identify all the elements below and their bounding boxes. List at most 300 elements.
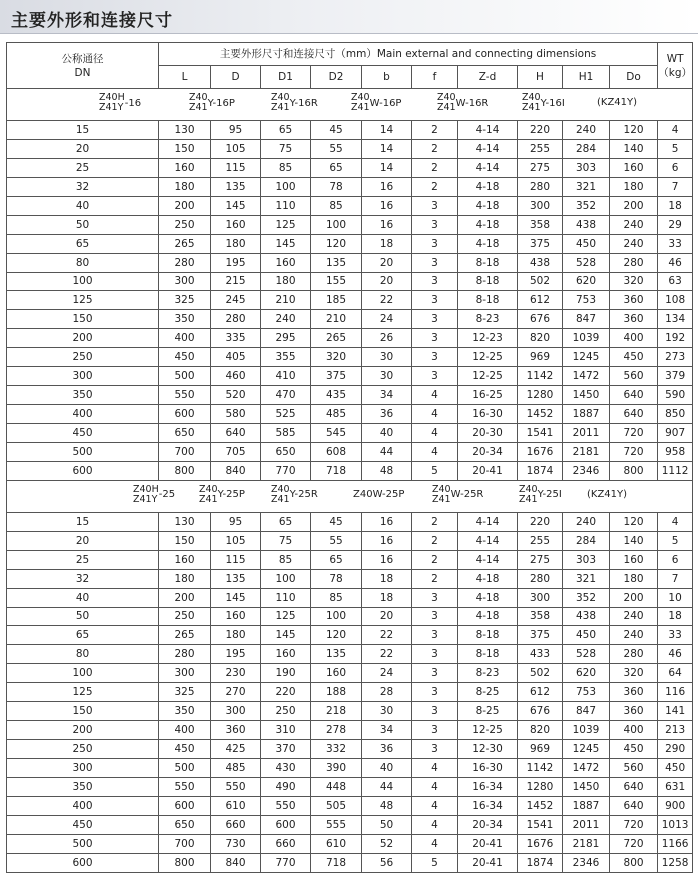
dimension-cell: 180 [610, 177, 658, 196]
dimension-cell: 560 [610, 367, 658, 386]
model-label [133, 485, 175, 505]
dimension-cell: 321 [563, 177, 610, 196]
dimension-cell: 120 [311, 626, 362, 645]
dimension-cell: 255 [518, 531, 563, 550]
dimension-cell: 303 [563, 158, 610, 177]
table-row [7, 405, 693, 424]
weight-cell: 4 [658, 121, 693, 140]
model-top: Z40 [271, 483, 290, 495]
dn-cell: 125 [7, 291, 159, 310]
model-stack [522, 93, 541, 113]
dimension-cell: 52 [362, 834, 412, 853]
dimension-cell: 16-34 [458, 796, 518, 815]
model-bottom: Z41 [271, 493, 290, 505]
dimension-cell: 160 [159, 158, 211, 177]
dimension-cell: 612 [518, 683, 563, 702]
dimension-cell: 280 [610, 253, 658, 272]
dimension-cell: 5 [412, 853, 458, 872]
dimension-cell: 375 [311, 367, 362, 386]
model-stack [99, 93, 125, 113]
model-bottom: Z41 [432, 493, 451, 505]
model-bottom: Z41Y [99, 102, 124, 113]
dimension-cell: 400 [610, 721, 658, 740]
dimension-cell: 360 [610, 291, 658, 310]
dn-cell: 20 [7, 531, 159, 550]
model-suffix: W-16P [369, 97, 402, 109]
dn-cell: 80 [7, 645, 159, 664]
dimension-cell: 160 [159, 550, 211, 569]
dimension-cell: 95 [211, 121, 261, 140]
table-row [7, 834, 693, 853]
dimension-cell: 1039 [563, 329, 610, 348]
dimension-cell: 160 [610, 550, 658, 569]
dimension-cell: 358 [518, 215, 563, 234]
dimension-cell: 280 [159, 645, 211, 664]
table-row [7, 234, 693, 253]
model-top: Z40 [437, 92, 456, 103]
dimension-cell: 36 [362, 740, 412, 759]
table-row [7, 461, 693, 480]
dimension-cell: 1039 [563, 721, 610, 740]
dimension-cell: 705 [211, 442, 261, 461]
dimension-cell: 620 [563, 272, 610, 291]
dimension-cell: 8-18 [458, 626, 518, 645]
dn-cell: 32 [7, 177, 159, 196]
dimension-cell: 280 [518, 569, 563, 588]
dimension-cell: 215 [211, 272, 261, 291]
dimension-cell: 200 [610, 588, 658, 607]
weight-cell: 900 [658, 796, 693, 815]
wt-label: WT [666, 52, 684, 65]
dimension-cell: 332 [311, 740, 362, 759]
dimension-cell: 210 [261, 291, 311, 310]
dimension-cell: 310 [261, 721, 311, 740]
title-underline [0, 33, 698, 34]
dimension-cell: 700 [159, 834, 211, 853]
table-row [7, 815, 693, 834]
dimension-cell: 502 [518, 272, 563, 291]
dimension-cell: 550 [159, 386, 211, 405]
dimension-cell: 85 [261, 550, 311, 569]
dimension-cell: 180 [159, 569, 211, 588]
model-stack [189, 93, 208, 113]
dimension-cell: 26 [362, 329, 412, 348]
table-row [7, 702, 693, 721]
dn-cell: 65 [7, 234, 159, 253]
dimension-cell: 352 [563, 588, 610, 607]
model-suffix: W-25R [450, 489, 484, 501]
dimension-cell: 525 [261, 405, 311, 424]
model-stack [351, 93, 370, 113]
dimension-cell: 4-18 [458, 569, 518, 588]
dimension-cell: 4 [412, 777, 458, 796]
dimension-cell: 435 [311, 386, 362, 405]
wt-unit: （kg） [658, 66, 692, 79]
weight-cell: 213 [658, 721, 693, 740]
dn-cell: 40 [7, 196, 159, 215]
dimension-cell: 640 [610, 796, 658, 815]
dimension-cell: 155 [311, 272, 362, 291]
dimension-cell: 1452 [518, 405, 563, 424]
dimension-cell: 105 [211, 531, 261, 550]
dimension-cell: 300 [518, 588, 563, 607]
weight-cell: 450 [658, 759, 693, 778]
dimension-cell: 3 [412, 234, 458, 253]
dimension-cell: 375 [518, 234, 563, 253]
model-stack [519, 485, 538, 505]
dimension-cell: 85 [311, 588, 362, 607]
dimension-cell: 100 [261, 177, 311, 196]
dimension-cell: 360 [211, 721, 261, 740]
model-label [271, 93, 318, 113]
wt-header-cell [658, 43, 693, 89]
model-suffix: Y-25I [537, 489, 562, 501]
weight-cell: 33 [658, 234, 693, 253]
dimension-cell: 8-18 [458, 645, 518, 664]
dimension-cell: 700 [159, 442, 211, 461]
dimension-cell: 450 [159, 348, 211, 367]
dimension-cell: 3 [412, 588, 458, 607]
table-row [7, 310, 693, 329]
model-bottom: Z41 [519, 493, 538, 505]
dimension-cell: 1541 [518, 424, 563, 443]
dn-cell: 400 [7, 405, 159, 424]
weight-cell: 1258 [658, 853, 693, 872]
dimension-cell: 358 [518, 607, 563, 626]
dimension-cell: 20-34 [458, 815, 518, 834]
dimension-cell: 3 [412, 702, 458, 721]
dimension-cell: 800 [610, 853, 658, 872]
model-top: Z40 [189, 92, 208, 103]
dimension-cell: 4 [412, 796, 458, 815]
dimension-cell: 36 [362, 405, 412, 424]
table-row [7, 424, 693, 443]
dimension-cell: 3 [412, 367, 458, 386]
dimension-cell: 65 [311, 158, 362, 177]
dimension-cell: 800 [610, 461, 658, 480]
table-row [7, 777, 693, 796]
dimension-cell: 320 [610, 272, 658, 291]
dimension-cell: 3 [412, 664, 458, 683]
dn-cell: 15 [7, 121, 159, 140]
dimension-cell: 405 [211, 348, 261, 367]
table-row [7, 215, 693, 234]
dimension-cell: 847 [563, 310, 610, 329]
dimension-cell: 56 [362, 853, 412, 872]
dimension-cell: 55 [311, 139, 362, 158]
dn-cell: 500 [7, 834, 159, 853]
dimensions-table [6, 42, 693, 873]
weight-cell: 4 [658, 512, 693, 531]
dn-cell: 50 [7, 215, 159, 234]
weight-cell: 907 [658, 424, 693, 443]
dimension-cell: 500 [159, 367, 211, 386]
table-row [7, 442, 693, 461]
dimension-cell: 30 [362, 367, 412, 386]
weight-cell: 379 [658, 367, 693, 386]
dimension-cell: 135 [211, 569, 261, 588]
dimension-cell: 2 [412, 569, 458, 588]
dn-cell: 250 [7, 740, 159, 759]
model-suffix: Y-16I [540, 97, 565, 109]
model-label [437, 93, 488, 113]
table-row [7, 607, 693, 626]
dimension-cell: 3 [412, 272, 458, 291]
dimension-cell: 560 [610, 759, 658, 778]
table-row [7, 367, 693, 386]
page-title: 主要外形和连接尺寸 [11, 11, 173, 31]
dimension-cell: 485 [211, 759, 261, 778]
dimension-cell: 12-25 [458, 721, 518, 740]
table-row [7, 139, 693, 158]
dimension-cell: 500 [159, 759, 211, 778]
model-row-cell [7, 480, 693, 512]
table-row [7, 740, 693, 759]
dimension-cell: 321 [563, 569, 610, 588]
dimension-cell: 3 [412, 215, 458, 234]
dimension-cell: 100 [261, 569, 311, 588]
dimension-cell: 120 [610, 121, 658, 140]
dimension-cell: 8-25 [458, 702, 518, 721]
model-row [7, 480, 693, 512]
dimension-cell: 278 [311, 721, 362, 740]
dimension-cell: 610 [311, 834, 362, 853]
dimension-cell: 8-18 [458, 253, 518, 272]
dimension-cell: 4 [412, 442, 458, 461]
dimension-cell: 24 [362, 310, 412, 329]
dimension-cell: 160 [211, 607, 261, 626]
dimension-cell: 3 [412, 683, 458, 702]
weight-cell: 1112 [658, 461, 693, 480]
model-label [587, 489, 627, 500]
dimension-cell: 1472 [563, 367, 610, 386]
dimension-cell: 20-41 [458, 853, 518, 872]
dimension-cell: 12-25 [458, 348, 518, 367]
dimension-cell: 718 [311, 461, 362, 480]
dimension-cell: 610 [211, 796, 261, 815]
dn-cell: 150 [7, 310, 159, 329]
dimension-cell: 295 [261, 329, 311, 348]
dimension-cell: 300 [159, 272, 211, 291]
dimension-cell: 335 [211, 329, 261, 348]
dimension-cell: 303 [563, 550, 610, 569]
dimension-cell: 1472 [563, 759, 610, 778]
model-suffix: Y-16R [289, 97, 318, 109]
table-row [7, 721, 693, 740]
table-row [7, 645, 693, 664]
dimension-cell: 160 [610, 158, 658, 177]
dn-cell: 250 [7, 348, 159, 367]
dimension-cell: 120 [311, 234, 362, 253]
model-stack [271, 485, 290, 505]
weight-cell: 6 [658, 158, 693, 177]
model-suffix: Y-25P [217, 489, 245, 501]
dn-cell: 15 [7, 512, 159, 531]
dimension-cell: 20-30 [458, 424, 518, 443]
dn-cell: 80 [7, 253, 159, 272]
table-row [7, 348, 693, 367]
model-top: Z40 [519, 483, 538, 495]
dimension-cell: 220 [518, 121, 563, 140]
table-row [7, 272, 693, 291]
dn-cell: 20 [7, 139, 159, 158]
dimension-cell: 3 [412, 721, 458, 740]
dimension-cell: 3 [412, 607, 458, 626]
dimension-cell: 30 [362, 702, 412, 721]
dimension-cell: 2 [412, 139, 458, 158]
dimension-cell: 140 [610, 531, 658, 550]
table-row [7, 196, 693, 215]
model-bottom: Z41 [271, 102, 290, 113]
dimension-cell: 250 [261, 702, 311, 721]
dimension-cell: 12-25 [458, 367, 518, 386]
weight-cell: 273 [658, 348, 693, 367]
dimension-cell: 2346 [563, 461, 610, 480]
dimension-cell: 650 [261, 442, 311, 461]
dimension-cell: 240 [610, 607, 658, 626]
dimension-cell: 650 [159, 815, 211, 834]
dimension-cell: 160 [261, 645, 311, 664]
table-row [7, 177, 693, 196]
dimension-cell: 969 [518, 348, 563, 367]
dimension-cell: 450 [610, 740, 658, 759]
dimension-cell: 650 [159, 424, 211, 443]
dimension-cell: 75 [261, 531, 311, 550]
dimension-cell: 100 [311, 215, 362, 234]
dimension-cell: 65 [311, 550, 362, 569]
dimension-cell: 400 [159, 329, 211, 348]
dimension-cell: 115 [211, 550, 261, 569]
dimension-cell: 2 [412, 121, 458, 140]
dimension-cell: 730 [211, 834, 261, 853]
dimension-cell: 320 [311, 348, 362, 367]
column-header: D [211, 66, 261, 89]
dn-cell: 125 [7, 683, 159, 702]
dimension-cell: 12-30 [458, 740, 518, 759]
weight-cell: 1166 [658, 834, 693, 853]
dimension-cell: 320 [610, 664, 658, 683]
dimension-cell: 350 [159, 310, 211, 329]
model-suffix: -25 [158, 489, 176, 501]
dimension-cell: 16-25 [458, 386, 518, 405]
dimension-cell: 284 [563, 531, 610, 550]
model-bottom: Z41Y [133, 493, 158, 505]
dimension-cell: 195 [211, 253, 261, 272]
dn-cell: 450 [7, 815, 159, 834]
dimension-cell: 180 [261, 272, 311, 291]
weight-cell: 958 [658, 442, 693, 461]
dimension-cell: 145 [211, 196, 261, 215]
dimension-cell: 3 [412, 329, 458, 348]
dimension-cell: 65 [261, 121, 311, 140]
dimension-cell: 390 [311, 759, 362, 778]
dimension-cell: 300 [211, 702, 261, 721]
dimension-cell: 4 [412, 405, 458, 424]
dimension-cell: 145 [261, 626, 311, 645]
dimension-cell: 3 [412, 253, 458, 272]
dn-cell: 100 [7, 664, 159, 683]
dimension-cell: 265 [159, 234, 211, 253]
dimension-cell: 4 [412, 815, 458, 834]
dimension-cell: 22 [362, 645, 412, 664]
model-label [99, 93, 141, 113]
dimension-cell: 45 [311, 512, 362, 531]
dn-cell: 65 [7, 626, 159, 645]
column-header: L [159, 66, 211, 89]
dimension-cell: 2181 [563, 834, 610, 853]
dimension-cell: 8-23 [458, 664, 518, 683]
dimension-cell: 720 [610, 424, 658, 443]
dn-label: DN [74, 66, 91, 79]
dimension-cell: 4-18 [458, 177, 518, 196]
model-top: Z40 [199, 483, 218, 495]
model-suffix: -16 [124, 97, 142, 109]
dimension-cell: 255 [518, 139, 563, 158]
column-header: H1 [563, 66, 610, 89]
dimension-cell: 265 [311, 329, 362, 348]
dimension-cell: 608 [311, 442, 362, 461]
table-row [7, 569, 693, 588]
dimension-cell: 250 [159, 215, 211, 234]
dimension-cell: 1874 [518, 853, 563, 872]
dimension-cell: 4 [412, 424, 458, 443]
dn-cell: 150 [7, 702, 159, 721]
dimension-cell: 640 [610, 777, 658, 796]
dimension-cell: 240 [563, 512, 610, 531]
title-bar [0, 0, 698, 34]
weight-cell: 10 [658, 588, 693, 607]
dn-cell: 200 [7, 721, 159, 740]
dimension-cell: 44 [362, 442, 412, 461]
dimension-cell: 640 [211, 424, 261, 443]
dimension-cell: 20-41 [458, 834, 518, 853]
weight-cell: 590 [658, 386, 693, 405]
dimension-cell: 115 [211, 158, 261, 177]
dn-cell: 300 [7, 759, 159, 778]
dimension-cell: 720 [610, 442, 658, 461]
dimension-cell: 490 [261, 777, 311, 796]
column-header: D2 [311, 66, 362, 89]
dimension-cell: 2181 [563, 442, 610, 461]
dimension-cell: 4 [412, 759, 458, 778]
dimension-cell: 600 [261, 815, 311, 834]
model-label-text: Z40W-25P [353, 488, 405, 500]
dimension-cell: 18 [362, 234, 412, 253]
dimension-cell: 16-30 [458, 405, 518, 424]
weight-cell: 63 [658, 272, 693, 291]
dn-label-cn: 公称通径 [61, 52, 104, 65]
dimension-cell: 1245 [563, 740, 610, 759]
model-suffix: Y-16P [207, 97, 235, 109]
weight-cell: 46 [658, 253, 693, 272]
dimension-cell: 20 [362, 607, 412, 626]
dimension-cell: 400 [610, 329, 658, 348]
model-bottom: Z41 [199, 493, 218, 505]
dn-cell: 600 [7, 853, 159, 872]
dimension-cell: 14 [362, 121, 412, 140]
dimension-cell: 180 [211, 234, 261, 253]
table-row [7, 531, 693, 550]
dimension-cell: 240 [610, 215, 658, 234]
dimension-cell: 3 [412, 626, 458, 645]
table-body [7, 89, 693, 873]
model-label [189, 93, 235, 113]
dimension-cell: 360 [610, 702, 658, 721]
dimension-cell: 20-34 [458, 442, 518, 461]
model-label [271, 485, 318, 505]
dimension-cell: 660 [211, 815, 261, 834]
dimension-cell: 48 [362, 796, 412, 815]
